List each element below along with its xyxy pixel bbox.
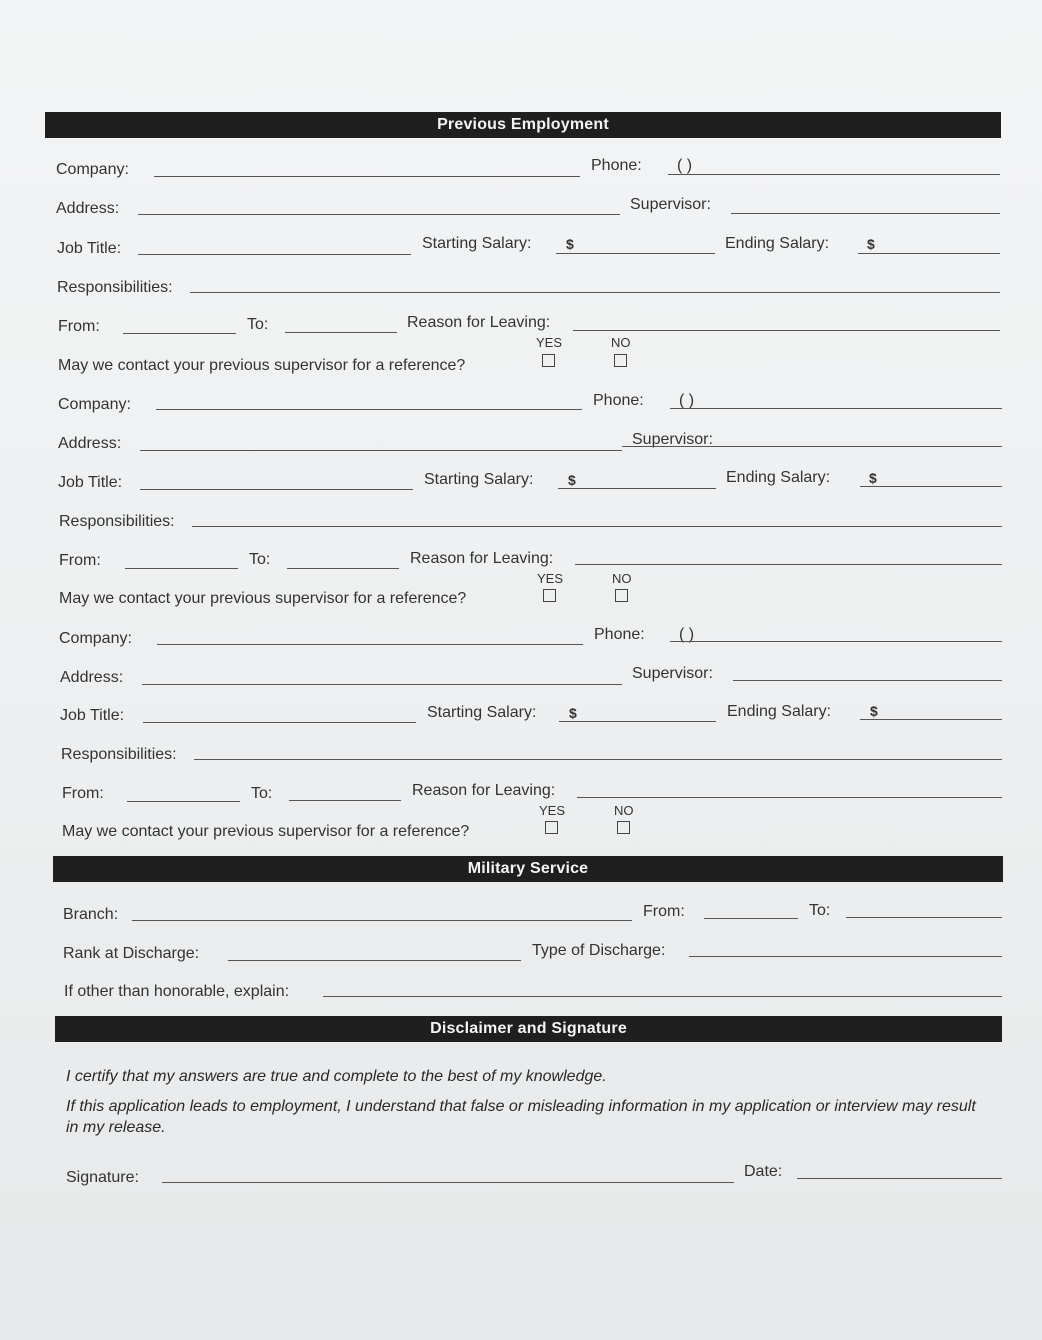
yes-checkbox[interactable]: [545, 821, 558, 834]
supervisor-field[interactable]: [622, 446, 1002, 447]
explain-field[interactable]: [323, 996, 1002, 997]
reason-label: Reason for Leaving:: [412, 782, 556, 799]
from-label: From:: [58, 318, 100, 335]
phone-label: Phone:: [593, 392, 644, 409]
starting-salary-field[interactable]: [559, 721, 716, 722]
ending-salary-currency: $: [870, 703, 878, 719]
military-from-label: From:: [643, 903, 685, 920]
to-label: To:: [249, 551, 271, 568]
reason-field[interactable]: [575, 564, 1002, 565]
company-label: Company:: [58, 396, 131, 413]
yes-checkbox[interactable]: [542, 354, 555, 367]
reason-field[interactable]: [577, 797, 1002, 798]
address-label: Address:: [58, 435, 122, 452]
contact-question: May we contact your previous supervisor for a reference?: [58, 357, 466, 374]
address-field[interactable]: [138, 214, 620, 215]
address-label: Address:: [56, 200, 120, 217]
phone-area-code: ( ): [679, 392, 695, 409]
no-checkbox[interactable]: [615, 589, 628, 602]
ending-salary-currency: $: [867, 236, 875, 252]
phone-label: Phone:: [594, 626, 645, 643]
military-from-field[interactable]: [704, 918, 798, 919]
no-label: NO: [614, 803, 634, 818]
company-field[interactable]: [156, 409, 582, 410]
explain-label: If other than honorable, explain:: [64, 983, 290, 1000]
branch-label: Branch:: [63, 906, 119, 923]
job-title-field[interactable]: [138, 254, 411, 255]
section-header-disclaimer: Disclaimer and Signature: [55, 1016, 1002, 1042]
supervisor-label: Supervisor:: [632, 431, 713, 448]
phone-area-code: ( ): [677, 157, 693, 174]
section-header-military-service: Military Service: [53, 856, 1003, 882]
address-field[interactable]: [142, 684, 622, 685]
no-checkbox[interactable]: [614, 354, 627, 367]
phone-field[interactable]: [670, 641, 1002, 642]
starting-salary-field[interactable]: [556, 253, 715, 254]
yes-label: YES: [537, 571, 564, 586]
no-checkbox[interactable]: [617, 821, 630, 834]
company-label: Company:: [56, 161, 129, 178]
supervisor-label: Supervisor:: [630, 196, 711, 213]
address-field[interactable]: [140, 450, 622, 451]
discharge-type-field[interactable]: [689, 956, 1002, 957]
from-field[interactable]: [125, 568, 238, 569]
phone-area-code: ( ): [679, 626, 695, 643]
phone-field[interactable]: [668, 174, 1000, 175]
company-label: Company:: [59, 630, 132, 647]
job-title-label: Job Title:: [58, 474, 123, 491]
from-field[interactable]: [123, 333, 236, 334]
responsibilities-field[interactable]: [190, 292, 1000, 293]
starting-salary-label: Starting Salary:: [427, 704, 537, 721]
yes-label: YES: [539, 803, 566, 818]
responsibilities-field[interactable]: [194, 759, 1002, 760]
reason-label: Reason for Leaving:: [410, 550, 554, 567]
starting-salary-field[interactable]: [558, 488, 716, 489]
address-label: Address:: [60, 669, 124, 686]
supervisor-field[interactable]: [731, 213, 1000, 214]
certify-statement: I certify that my answers are true and complete to the best of my knowledge.: [66, 1068, 607, 1085]
ending-salary-field[interactable]: [860, 486, 1002, 487]
to-label: To:: [247, 316, 269, 333]
responsibilities-field[interactable]: [192, 526, 1002, 527]
military-to-field[interactable]: [846, 917, 1002, 918]
discharge-type-label: Type of Discharge:: [532, 942, 666, 959]
ending-salary-field[interactable]: [860, 719, 1002, 720]
company-field[interactable]: [157, 644, 583, 645]
responsibilities-label: Responsibilities:: [57, 279, 173, 296]
from-label: From:: [62, 785, 104, 802]
responsibilities-label: Responsibilities:: [61, 746, 177, 763]
starting-salary-label: Starting Salary:: [424, 471, 534, 488]
job-title-field[interactable]: [140, 489, 413, 490]
starting-salary-currency: $: [569, 705, 577, 721]
ending-salary-currency: $: [869, 470, 877, 486]
signature-field[interactable]: [162, 1182, 734, 1183]
job-title-label: Job Title:: [60, 707, 125, 724]
ending-salary-field[interactable]: [858, 253, 1000, 254]
phone-field[interactable]: [670, 408, 1002, 409]
supervisor-field[interactable]: [733, 680, 1002, 681]
responsibilities-label: Responsibilities:: [59, 513, 175, 530]
job-title-label: Job Title:: [57, 240, 122, 257]
military-to-label: To:: [809, 902, 831, 919]
starting-salary-currency: $: [566, 236, 574, 252]
no-label: NO: [611, 335, 631, 350]
branch-field[interactable]: [132, 920, 632, 921]
date-label: Date:: [744, 1163, 783, 1180]
supervisor-label: Supervisor:: [632, 665, 713, 682]
reason-field[interactable]: [573, 330, 1000, 331]
job-title-field[interactable]: [143, 722, 416, 723]
no-label: NO: [612, 571, 632, 586]
to-field[interactable]: [287, 568, 399, 569]
signature-label: Signature:: [66, 1169, 139, 1186]
section-header-previous-employment: Previous Employment: [45, 112, 1001, 138]
starting-salary-label: Starting Salary:: [422, 235, 532, 252]
phone-label: Phone:: [591, 157, 642, 174]
contact-question: May we contact your previous supervisor for a reference?: [59, 590, 467, 607]
reason-label: Reason for Leaving:: [407, 314, 551, 331]
yes-checkbox[interactable]: [543, 589, 556, 602]
ending-salary-label: Ending Salary:: [725, 235, 830, 252]
to-field[interactable]: [289, 800, 401, 801]
ending-salary-label: Ending Salary:: [726, 469, 831, 486]
from-field[interactable]: [127, 801, 240, 802]
yes-label: YES: [536, 335, 563, 350]
rank-field[interactable]: [228, 960, 521, 961]
ending-salary-label: Ending Salary:: [727, 703, 832, 720]
to-field[interactable]: [285, 332, 397, 333]
contact-question: May we contact your previous supervisor for a reference?: [62, 823, 470, 840]
release-statement: If this application leads to employment, I understand that false or misleading information in my application or interview may result in my release.: [66, 1098, 976, 1136]
company-field[interactable]: [154, 176, 580, 177]
date-field[interactable]: [797, 1178, 1002, 1179]
starting-salary-currency: $: [568, 472, 576, 488]
to-label: To:: [251, 785, 273, 802]
from-label: From:: [59, 552, 101, 569]
rank-label: Rank at Discharge:: [63, 945, 200, 962]
